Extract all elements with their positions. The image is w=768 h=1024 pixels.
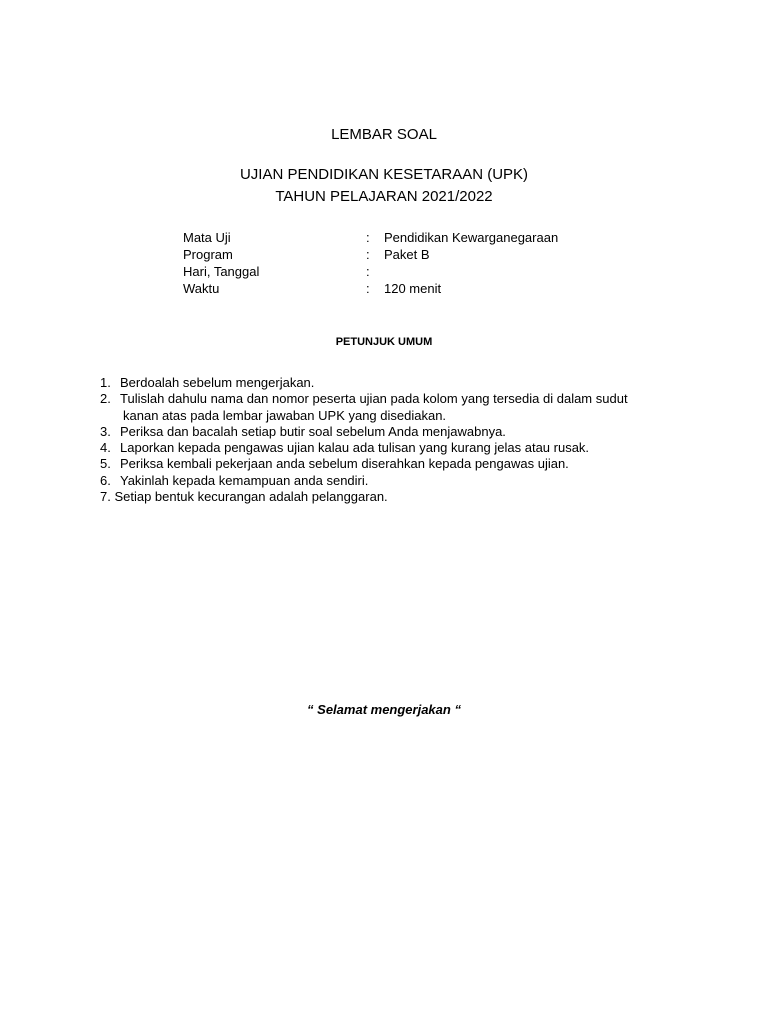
list-item-text: Berdoalah sebelum mengerjakan. — [120, 375, 315, 390]
info-label: Waktu — [183, 281, 220, 296]
list-item — [100, 424, 660, 440]
list-item — [100, 456, 660, 472]
list-item-text-continued: kanan atas pada lembar jawaban UPK yang disediakan. — [123, 407, 447, 423]
info-label: Hari, Tanggal — [183, 264, 260, 279]
list-item-text: 7. Setiap bentuk kecurangan adalah pelanggaran. — [100, 489, 388, 505]
info-colon: : — [366, 264, 370, 279]
closing-message: “ Selamat mengerjakan “ — [307, 702, 461, 717]
info-label: Mata Uji — [183, 230, 231, 245]
info-colon: : — [366, 230, 370, 245]
list-item-text: Tulislah dahulu nama dan nomor peserta ujian pada kolom yang tersedia di dalam sudut — [120, 391, 628, 407]
list-item — [100, 440, 660, 456]
info-value: Pendidikan Kewarganegaraan — [384, 230, 559, 245]
list-item-number: 3. — [100, 423, 111, 439]
list-item-number: 2. — [100, 391, 111, 407]
info-value: Paket B — [384, 247, 430, 262]
list-item — [100, 473, 660, 489]
list-item — [100, 391, 660, 424]
info-colon: : — [366, 247, 370, 262]
list-item-number: 6. — [100, 472, 111, 488]
list-item — [100, 375, 660, 391]
list-item-number: 4. — [100, 440, 111, 456]
school-year: TAHUN PELAJARAN 2021/2022 — [275, 188, 493, 205]
list-item-number: 1. — [100, 375, 111, 390]
list-item-text: Laporkan kepada pengawas ujian kalau ada tulisan yang kurang jelas atau rusak. — [120, 440, 590, 456]
document-title: LEMBAR SOAL — [331, 126, 437, 143]
list-item-text: Periksa dan bacalah setiap butir soal sebelum Anda menjawabnya. — [120, 423, 506, 439]
exam-name: UJIAN PENDIDIKAN KESETARAAN (UPK) — [239, 166, 529, 183]
info-label: Program — [183, 247, 233, 262]
list-item-text: Periksa kembali pekerjaan anda sebelum diserahkan kepada pengawas ujian. — [120, 456, 569, 472]
instructions-list — [100, 375, 660, 505]
instructions-title: PETUNJUK UMUM — [335, 336, 433, 348]
list-item-number: 5. — [100, 456, 111, 472]
info-colon: : — [366, 281, 370, 296]
info-value: 120 menit — [384, 281, 442, 296]
list-item-text: Yakinlah kepada kemampuan anda sendiri. — [120, 472, 369, 488]
list-item — [100, 489, 660, 505]
